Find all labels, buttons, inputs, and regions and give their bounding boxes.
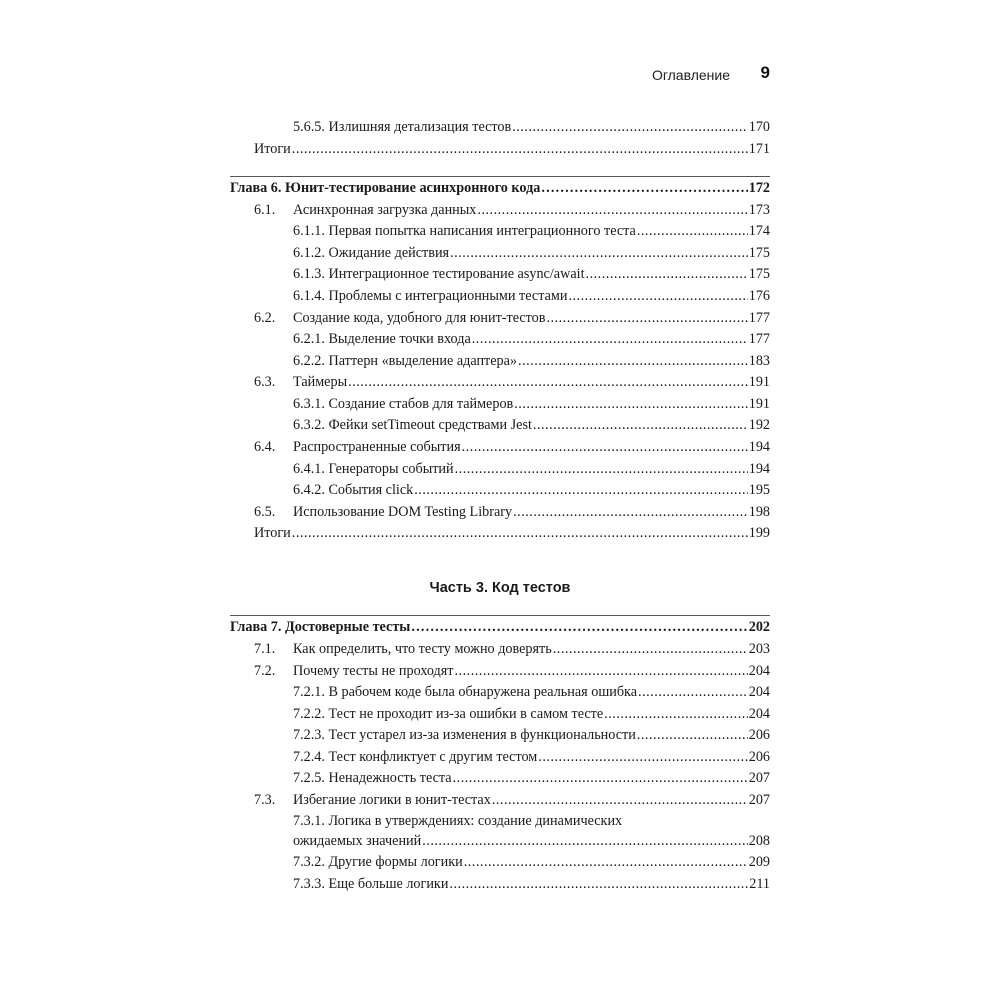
toc-chapter-entry: [0, 178, 1000, 198]
toc-entry: [0, 329, 1000, 349]
toc-entry-title: 7.2.5. Ненадежность теста: [293, 770, 452, 786]
toc-entry-page: 202: [748, 619, 770, 635]
toc-entry-page: 198: [748, 504, 770, 520]
toc-entry: [0, 415, 1000, 435]
toc-entry-title: Почему тесты не проходят: [293, 663, 454, 679]
toc-entry: [0, 852, 1000, 872]
toc-chapter-entry: [0, 617, 1000, 637]
toc-entry-title: 5.6.5. Излишняя детализация тестов: [293, 119, 512, 135]
toc-entry-page: 206: [748, 749, 770, 765]
running-header: [230, 63, 770, 87]
toc-entry-title: 7.3.1. Логика в утверждениях: создание динамических: [293, 813, 623, 829]
toc-entry-title: 7.3.2. Другие формы логики: [293, 854, 463, 870]
toc-entry-page: 206: [748, 727, 770, 743]
toc-entry-page: 170: [748, 119, 770, 135]
part-heading: Часть 3. Код тестов: [429, 580, 571, 596]
toc-entry-title: Итоги: [254, 525, 291, 541]
toc-entry: [0, 661, 1000, 681]
toc-entry-page: 209: [748, 854, 770, 870]
toc-entry-title: 6.2.2. Паттерн «выделение адаптера»: [293, 353, 518, 369]
toc-entry: [0, 117, 1000, 137]
toc-entry-page: 174: [748, 223, 770, 239]
toc-entry-title: 6.1.2. Ожидание действия: [293, 245, 450, 261]
toc-section-number: 6.2.: [254, 310, 276, 326]
toc-entry-title: 6.1.4. Проблемы с интеграционными тестами: [293, 288, 568, 304]
toc-entry-page: 207: [748, 770, 770, 786]
toc-entry-page: 175: [748, 266, 770, 282]
toc-entry: [0, 480, 1000, 500]
toc-entry-page: 172: [748, 180, 770, 196]
toc-section-number: 7.2.: [254, 663, 276, 679]
toc-entry-page: 199: [748, 525, 770, 541]
toc-entry-title: Итоги: [254, 141, 291, 157]
toc-entry-title: 6.4.2. События click: [293, 482, 414, 498]
toc-entry: [0, 459, 1000, 479]
toc-section-number: 7.3.: [254, 792, 276, 808]
toc-entry: [0, 682, 1000, 702]
toc-entry: [0, 286, 1000, 306]
toc-entry-page: 208: [748, 833, 770, 849]
toc-section-number: 7.1.: [254, 641, 276, 657]
toc-entry-page: 183: [748, 353, 770, 369]
toc-entry-page: 173: [748, 202, 770, 218]
toc-entry-page: 194: [748, 439, 770, 455]
toc-entry-firstline: [0, 811, 1000, 831]
toc-entry: [0, 523, 1000, 543]
toc-entry: [0, 351, 1000, 371]
toc-entry-page: 195: [748, 482, 770, 498]
chapter-rule: [230, 615, 770, 616]
toc-entry-page: 204: [748, 663, 770, 679]
toc-entry-page: 204: [748, 706, 770, 722]
header-title: Оглавление: [651, 67, 730, 83]
toc-entry: [0, 790, 1000, 810]
toc-entry: [0, 874, 1000, 894]
toc-entry-page: 203: [748, 641, 770, 657]
toc-entry-title: Асинхронная загрузка данных: [293, 202, 477, 218]
toc-entry: [0, 139, 1000, 159]
toc-entry-title: 6.3.2. Фейки setTimeout средствами Jest: [293, 417, 532, 433]
toc-entry-title: Использование DOM Testing Library: [293, 504, 513, 520]
toc-entry: [0, 704, 1000, 724]
toc-entry-page: 171: [748, 141, 770, 157]
toc-entry-title: 6.4.1. Генераторы событий: [293, 461, 454, 477]
toc-entry-title: 7.2.3. Тест устарел из-за изменения в функциональности: [293, 727, 636, 743]
toc-entry-page: 204: [748, 684, 770, 700]
toc-entry-title: Таймеры: [293, 374, 348, 390]
toc-entry: [0, 831, 1000, 851]
toc-entry: [0, 221, 1000, 241]
toc-entry: [0, 639, 1000, 659]
toc-entry-page: 194: [748, 461, 770, 477]
toc-entry-title: 7.2.2. Тест не проходит из-за ошибки в самом тесте: [293, 706, 604, 722]
toc-entry-title: Как определить, что тесту можно доверять: [293, 641, 552, 657]
toc-entry: [0, 502, 1000, 522]
toc-entry-page: 177: [748, 310, 770, 326]
toc-entry-page: 192: [748, 417, 770, 433]
toc-entry-title: 7.2.4. Тест конфликтует с другим тестом: [293, 749, 538, 765]
toc-entry-title-continued: ожидаемых значений: [293, 833, 422, 849]
toc-entry: [0, 200, 1000, 220]
toc-entry-title: Распространенные события: [293, 439, 461, 455]
toc-entry-title: 7.3.3. Еще больше логики: [293, 876, 449, 892]
toc-entry-title: Глава 6. Юнит-тестирование асинхронного кода: [230, 180, 541, 196]
toc-entry: [0, 725, 1000, 745]
toc-section-number: 6.4.: [254, 439, 276, 455]
toc-entry: [0, 264, 1000, 284]
toc-section-number: 6.3.: [254, 374, 276, 390]
toc-entry-page: 207: [748, 792, 770, 808]
toc-entry-title: 6.2.1. Выделение точки входа: [293, 331, 471, 347]
toc-section-number: 6.5.: [254, 504, 276, 520]
toc-section-number: 6.1.: [254, 202, 276, 218]
toc-entry-title: 6.1.3. Интеграционное тестирование async/await: [293, 266, 585, 282]
toc-entry-title: Глава 7. Достоверные тесты: [230, 619, 411, 635]
toc-entry: [0, 308, 1000, 328]
chapter-rule: [230, 176, 770, 177]
toc-entry: [0, 243, 1000, 263]
toc-entry-page: 191: [748, 374, 770, 390]
toc-entry-page: 191: [748, 396, 770, 412]
toc-entry-title: 6.1.1. Первая попытка написания интеграционного теста: [293, 223, 636, 239]
toc-entry-page: 176: [748, 288, 770, 304]
toc-entry: [0, 394, 1000, 414]
toc-entry: [0, 372, 1000, 392]
toc-entry: [0, 437, 1000, 457]
toc-entry: [0, 768, 1000, 788]
toc-entry-title: Избегание логики в юнит-тестах: [293, 792, 491, 808]
toc-entry: [0, 747, 1000, 767]
toc-entry-title: 6.3.1. Создание стабов для таймеров: [293, 396, 514, 412]
header-page-number: 9: [760, 63, 770, 82]
toc-entry-title: Создание кода, удобного для юнит-тестов: [293, 310, 546, 326]
toc-entry-title: 7.2.1. В рабочем коде была обнаружена реальная ошибка: [293, 684, 638, 700]
toc-entry-page: 211: [749, 876, 770, 892]
toc-entry-page: 175: [748, 245, 770, 261]
toc-entry-page: 177: [748, 331, 770, 347]
